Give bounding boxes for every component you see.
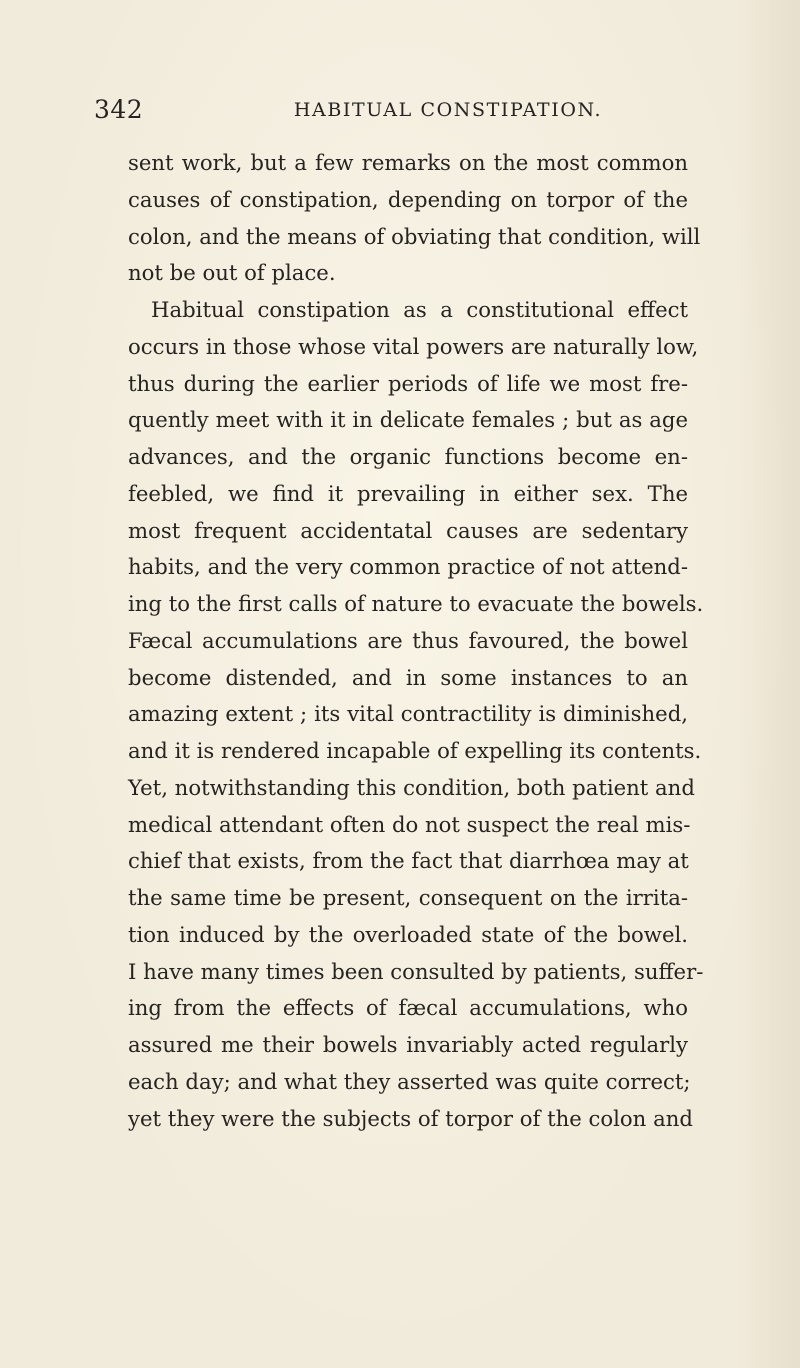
text-line: medical attendant often do not suspect the real mis- <box>128 811 691 837</box>
text-line: Yet, notwithstanding this condition, both patient and <box>128 774 695 800</box>
text-line: causes of constipation, depending on torpor of the <box>128 186 688 212</box>
text-line: Fæcal accumulations are thus favoured, the bowel <box>128 627 688 653</box>
text-line: feebled, we find it prevailing in either sex. The <box>128 480 688 506</box>
text-line: yet they were the subjects of torpor of the colon and <box>128 1105 693 1131</box>
text-line: and it is rendered incapable of expelling its contents. <box>128 738 702 763</box>
text-line: assured me their bowels invariably acted regularly <box>128 1032 688 1057</box>
body-text <box>128 145 704 1137</box>
text-line: thus during the earlier periods of life we most fre- <box>128 370 688 396</box>
text-line: each day; and what they asserted was quite correct; <box>128 1068 691 1094</box>
text-line: become distended, and in some instances to an <box>128 664 688 690</box>
text-line: occurs in those whose vital powers are naturally low, <box>128 333 699 359</box>
text-line: Habitual constipation as a constitutional effect <box>151 297 688 322</box>
page-number: 342 <box>94 95 144 124</box>
text-line: sent work, but a few remarks on the most common <box>128 150 688 175</box>
text-line: colon, and the means of obviating that condition, will <box>128 223 701 249</box>
text-line: habits, and the very common practice of not attend- <box>128 554 688 580</box>
text-line: tion induced by the overloaded state of the bowel. <box>128 921 688 947</box>
text-line: ing from the effects of fæcal accumulations, who <box>128 995 688 1021</box>
text-line: I have many times been consulted by patients, suffer- <box>128 958 704 984</box>
running-head: HABITUAL CONSTIPATION. <box>293 99 603 121</box>
text-line: quently meet with it in delicate females ; but as age <box>128 407 688 433</box>
text-line: amazing extent ; its vital contractility is diminished, <box>128 701 688 727</box>
text-line: most frequent accidentatal causes are sedentary <box>128 517 688 543</box>
text-line: ing to the first calls of nature to evacuate the bowels. <box>128 591 704 616</box>
text-line: the same time be present, consequent on the irrita- <box>128 885 688 910</box>
text-line: not be out of place. <box>128 260 336 286</box>
text-line: chief that exists, from the fact that diarrhœa may at <box>128 848 689 874</box>
text-line: advances, and the organic functions become en- <box>128 444 688 469</box>
